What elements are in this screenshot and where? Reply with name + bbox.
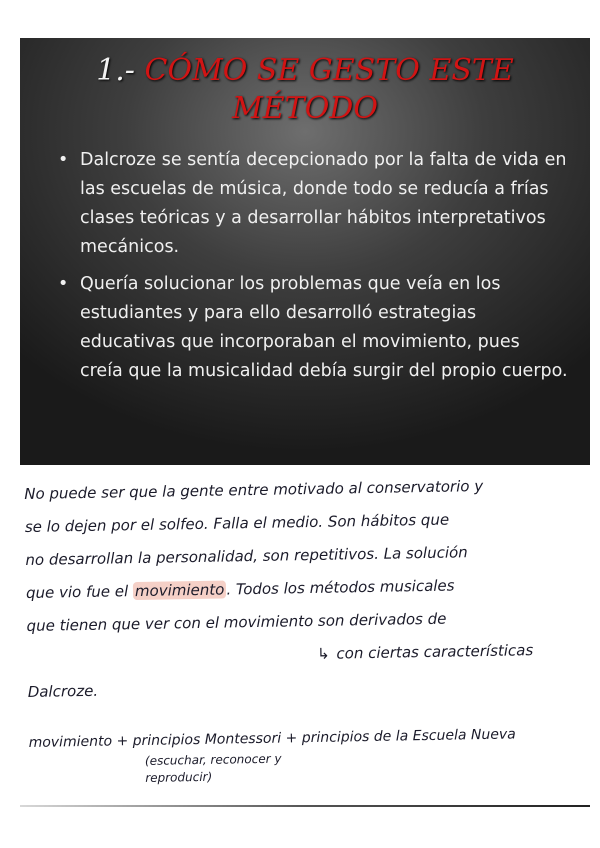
title-line-1: CÓMO SE GESTO ESTE: [144, 53, 514, 88]
bullet-dot-icon: •: [58, 274, 69, 294]
slide-title: [20, 52, 590, 128]
note-line: Dalcroze.: [27, 681, 99, 701]
bullet-text: Quería solucionar los problemas que veía en los estudiantes y para ello desarrolló estrategias educativas que incorporaban el movimiento, pues creía que la musicalidad debía surgir del propio cuerpo.: [80, 274, 568, 381]
note-line: se lo dejen por el solfeo. Falla el medio. Son hábitos que: [24, 510, 450, 536]
bullet-text: Dalcroze se sentía decepcionado por la falta de vida en las escuelas de música, donde todo se reducía a frías clases teóricas y a desarrollar hábitos interpretativos mecánicos.: [80, 150, 567, 257]
note-subtext: reproducir): [145, 769, 213, 785]
note-subtext: (escuchar, reconocer y: [144, 751, 282, 768]
title-line-2: MÉTODO: [232, 91, 378, 126]
title-number: 1.-: [96, 53, 135, 88]
note-line: que tienen que ver con el movimiento son derivados de: [26, 609, 447, 635]
bullet-list: [58, 146, 568, 394]
bullet-dot-icon: •: [58, 150, 69, 170]
note-text: . Todos los métodos musicales: [226, 576, 455, 599]
slide-panel: [20, 38, 590, 465]
note-line: No puede ser que la gente entre motivado al conservatorio y: [24, 476, 484, 503]
handwritten-notes: [24, 468, 589, 789]
note-text: con ciertas características: [336, 641, 534, 663]
bottom-divider: [20, 805, 590, 807]
arrow-icon: ↳: [316, 644, 330, 663]
note-line: no desarrollan la personalidad, son repetitivos. La solución: [25, 543, 468, 569]
highlighted-word: movimiento: [134, 580, 225, 601]
note-text: que vio fue el: [25, 582, 129, 602]
note-formula: movimiento + principios Montessori + principios de la Escuela Nueva: [28, 726, 516, 751]
bullet-item: [58, 146, 568, 262]
bullet-item: [58, 270, 568, 386]
